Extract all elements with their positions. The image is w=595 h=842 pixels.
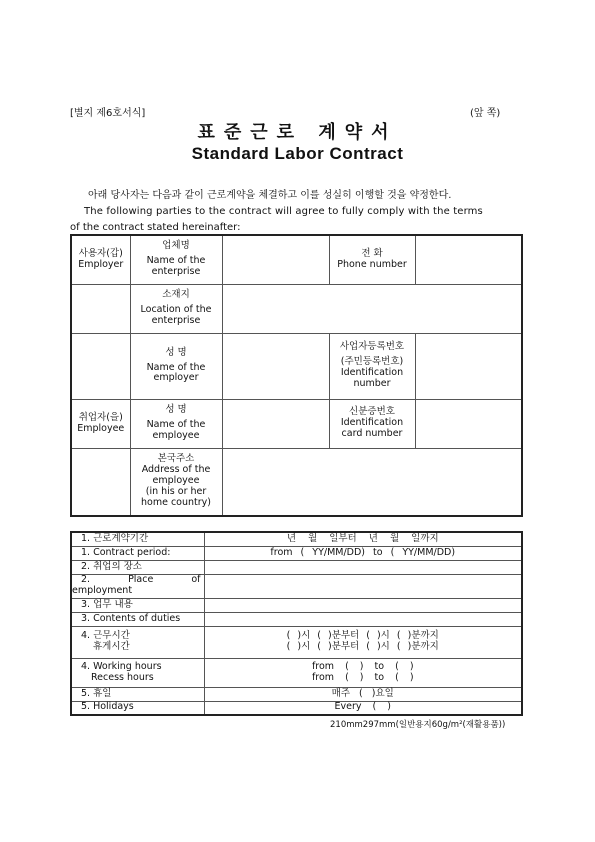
hours-ko-label: 4. 근무시간 휴게시간	[71, 626, 204, 658]
place-en-label: 2. Place of employment	[71, 574, 204, 598]
duties-ko-field[interactable]	[204, 598, 522, 612]
holidays-en-label: 5. Holidays	[71, 701, 204, 715]
page-side-label: (앞 쪽)	[470, 108, 501, 119]
terms-table	[70, 531, 523, 716]
phone-field[interactable]	[415, 235, 522, 284]
employer-blank-cell-2	[71, 333, 130, 399]
korean-title: 표준근로 계약서	[197, 122, 398, 143]
period-en-field[interactable]: from ( YY/MM/DD) to ( YY/MM/DD)	[204, 546, 522, 560]
holidays-ko-label: 5. 휴일	[71, 687, 204, 701]
paper-size-note: 210mm297mm(일반용지60g/m²(재활용품))	[330, 720, 506, 730]
employer-label-cell: 사용자(갑) Employer	[71, 235, 130, 284]
intro-english-line1: The following parties to the contract will agree to fully comply with the terms	[84, 206, 483, 217]
hours-ko-field[interactable]: ( )시 ( )분부터 ( )시 ( )분까지 ( )시 ( )분부터 ( )시 ( )분까지	[204, 626, 522, 658]
duties-en-label: 3. Contents of duties	[71, 612, 204, 626]
employer-name-field[interactable]	[222, 333, 329, 399]
location-label: 소재지 Location of the enterprise	[130, 284, 222, 333]
phone-label: 전 화 Phone number	[329, 235, 415, 284]
hours-en-field[interactable]: from ( ) to ( ) from ( ) to ( )	[204, 658, 522, 687]
id-card-label: 신분증번호 Identification card number	[329, 399, 415, 448]
holidays-ko-field[interactable]: 매주 ( )요일	[204, 687, 522, 701]
period-ko-label: 1. 근로계약기간	[71, 532, 204, 546]
employer-blank-cell	[71, 284, 130, 333]
parties-table	[70, 234, 523, 517]
home-address-label: 본국주소 Address of the employee (in his or her home country)	[130, 448, 222, 516]
employee-name-label: 성 명 Name of the employee	[130, 399, 222, 448]
place-ko-field[interactable]	[204, 560, 522, 574]
place-ko-label: 2. 취업의 장소	[71, 560, 204, 574]
form-number: [별지 제6호서식]	[70, 108, 146, 119]
home-address-field[interactable]	[222, 448, 522, 516]
enterprise-name-field[interactable]	[222, 235, 329, 284]
business-reg-label: 사업자등록번호 (주민등록번호) Identification number	[329, 333, 415, 399]
location-field[interactable]	[222, 284, 522, 333]
period-ko-field[interactable]: 년 월 일부터 년 월 일까지	[204, 532, 522, 546]
intro-korean: 아래 당사자는 다음과 같이 근로계약을 체결하고 이를 성실히 이행할 것을 약정한다.	[88, 190, 452, 201]
english-title: Standard Labor Contract	[191, 144, 404, 163]
employee-name-field[interactable]	[222, 399, 329, 448]
employee-label-cell: 취업자(을) Employee	[71, 399, 130, 448]
holidays-en-field[interactable]: Every ( )	[204, 701, 522, 715]
id-card-field[interactable]	[415, 399, 522, 448]
intro-english-line2: of the contract stated hereinafter:	[70, 222, 241, 233]
employer-name-label: 성 명 Name of the employer	[130, 333, 222, 399]
duties-ko-label: 3. 업무 내용	[71, 598, 204, 612]
business-reg-field[interactable]	[415, 333, 522, 399]
place-en-field[interactable]	[204, 574, 522, 598]
period-en-label: 1. Contract period:	[71, 546, 204, 560]
duties-en-field[interactable]	[204, 612, 522, 626]
enterprise-name-label: 업체명 Name of the enterprise	[130, 235, 222, 284]
employee-blank-cell	[71, 448, 130, 516]
hours-en-label: 4. Working hours Recess hours	[71, 658, 204, 687]
